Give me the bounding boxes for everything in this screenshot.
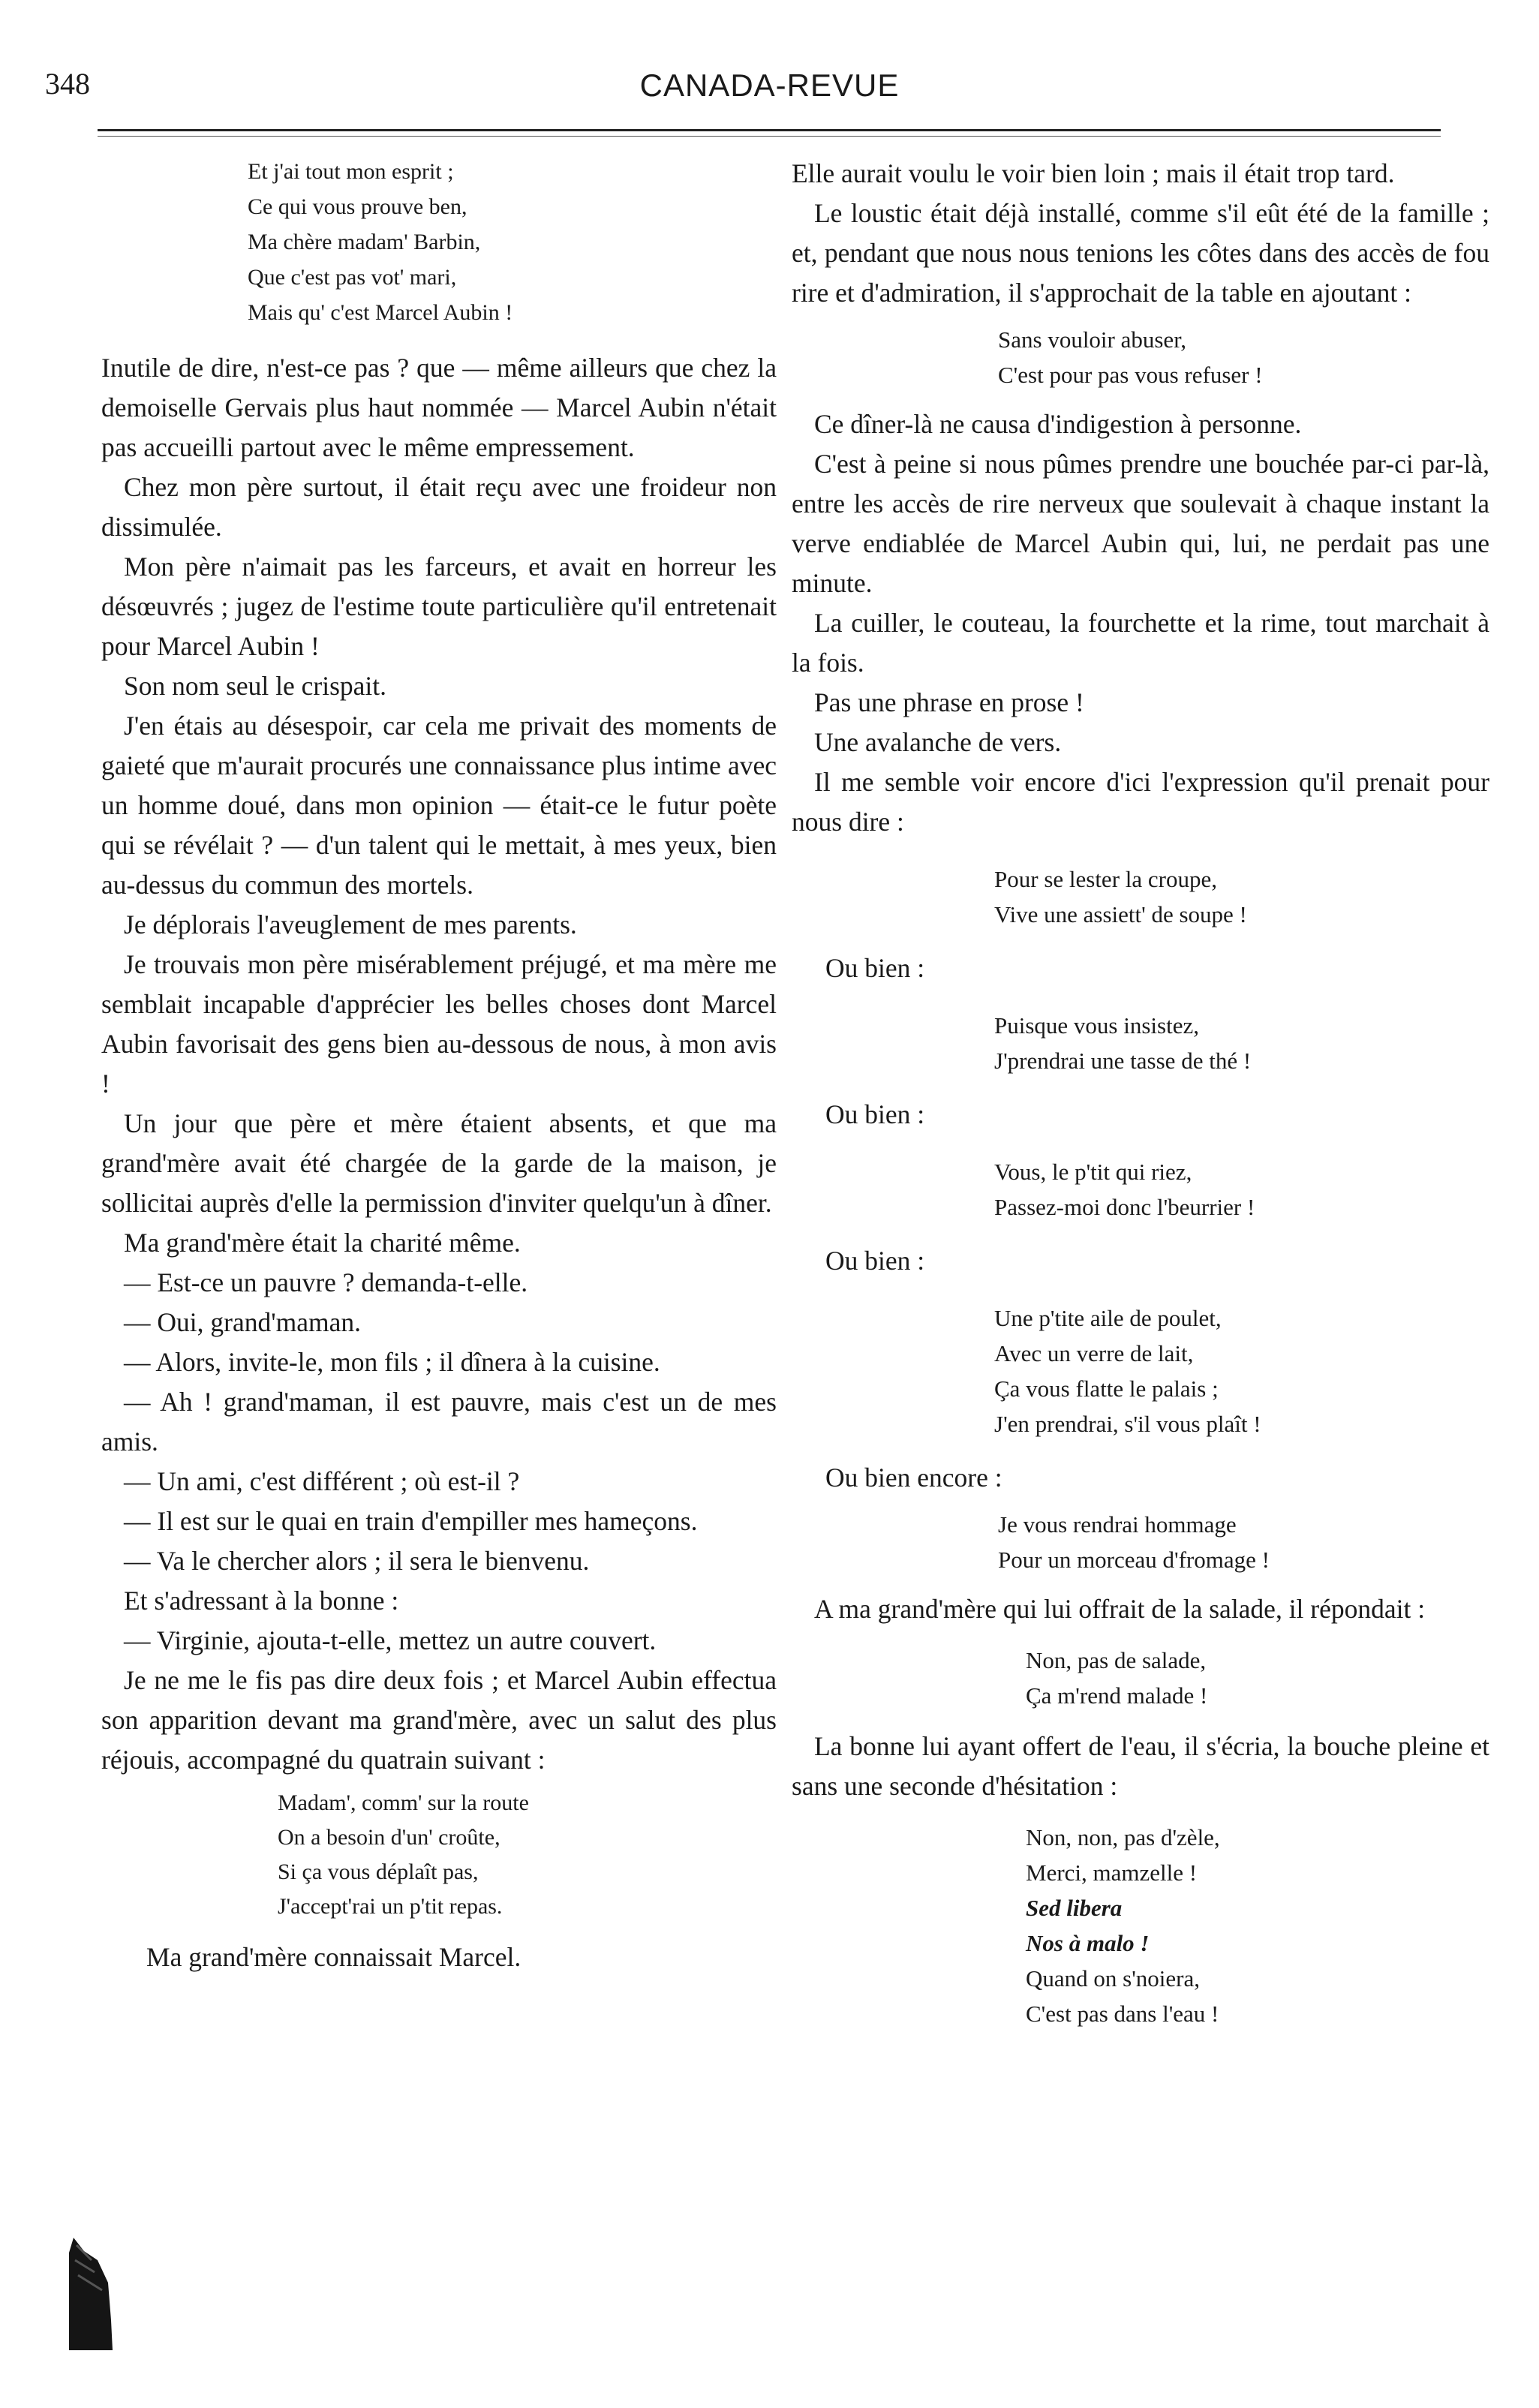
paragraph: Elle aurait voulu le voir bien loin ; mais il était trop tard. (792, 158, 1395, 188)
verse-line: Merci, mamzelle ! (1026, 1859, 1198, 1886)
verse-line: Mais qu' c'est Marcel Aubin ! (248, 300, 513, 325)
left-column (101, 154, 777, 1977)
paragraph: Je ne me le fis pas dire deux fois ; et Marcel Aubin effectua son apparition devant ma grand'mère, avec un salut des plus réjouis, accompagné du quatrain suivant : (101, 1665, 777, 1775)
verse-line: Une p'tite aile de poulet, (994, 1305, 1222, 1331)
paragraph: Le loustic était déjà installé, comme s'il eût été de la famille ; et, pendant que nous nous tenions les côtes dans des accès de fou rire et d'admiration, il s'approchait de la table en ajoutant : (792, 198, 1489, 308)
paragraph: Il me semble voir encore d'ici l'expression qu'il prenait pour nous dire : (792, 767, 1489, 837)
paragraph: — Un ami, c'est différent ; où est-il ? (124, 1466, 520, 1496)
paragraph: Ce dîner-là ne causa d'indigestion à personne. (814, 409, 1302, 439)
verse-line: Nos à malo ! (1026, 1930, 1150, 1956)
verse-line: Quand on s'noiera, (1026, 1965, 1201, 1992)
verse-line: Sans vouloir abuser, (998, 326, 1187, 353)
page-number: 348 (45, 67, 90, 101)
paragraph: Une avalanche de vers. (814, 727, 1062, 757)
ou-bien-label: Ou bien : (825, 1246, 925, 1276)
verse-line: J'accept'rai un p'tit repas. (278, 1894, 503, 1919)
verse-block (248, 154, 777, 330)
paragraph: Et s'adressant à la bonne : (124, 1586, 399, 1616)
verse-block (994, 861, 1489, 932)
verse-line: C'est pas dans l'eau ! (1026, 2001, 1219, 2027)
verse-block (998, 322, 1489, 392)
paragraph: — Est-ce un pauvre ? demanda-t-elle. (124, 1267, 528, 1297)
paragraph: Chez mon père surtout, il était reçu avec une froideur non dissimulée. (101, 472, 777, 542)
verse-line: J'prendrai une tasse de thé ! (994, 1048, 1252, 1074)
verse-line: Puisque vous insistez, (994, 1012, 1199, 1039)
running-head: CANADA-REVUE (639, 68, 900, 103)
verse-line: Ce qui vous prouve ben, (248, 194, 467, 219)
paragraph: A ma grand'mère qui lui offrait de la salade, il répondait : (814, 1594, 1426, 1624)
verse-line: Que c'est pas vot' mari, (248, 265, 457, 290)
ou-bien-label: Ou bien : (825, 1099, 925, 1129)
paragraph: — Ah ! grand'maman, il est pauvre, mais c'est un de mes amis. (101, 1387, 777, 1457)
verse-block (994, 1154, 1489, 1225)
paragraph: — Virginie, ajouta-t-elle, mettez un autre couvert. (124, 1625, 657, 1655)
verse-block (994, 1300, 1489, 1441)
paragraph: Son nom seul le crispait. (124, 671, 387, 701)
verse-line: On a besoin d'un' croûte, (278, 1825, 500, 1850)
verse-line: Ça vous flatte le palais ; (994, 1375, 1219, 1402)
paragraph: Pas une phrase en prose ! (814, 687, 1084, 717)
paragraph: Je déplorais l'aveuglement de mes parents. (124, 909, 577, 939)
paragraph: La bonne lui ayant offert de l'eau, il s'écria, la bouche pleine et sans une seconde d'hésitation : (792, 1731, 1489, 1801)
verse-line: Vive une assiett' de soupe ! (994, 901, 1247, 927)
verse-line: Avec un verre de lait, (994, 1340, 1194, 1366)
verse-line: Madam', comm' sur la route (278, 1790, 529, 1815)
verse-block (1026, 1643, 1489, 1713)
paragraph: Un jour que père et mère étaient absents, et que ma grand'mère avait été chargée de la garde de la maison, je sollicitai auprès d'elle la permission d'inviter quelqu'un à dîner. (101, 1108, 777, 1218)
paragraph: — Alors, invite-le, mon fils ; il dînera à la cuisine. (124, 1347, 660, 1377)
right-column (792, 154, 1489, 2045)
verse-block (998, 1507, 1489, 1577)
paragraph: La cuiller, le couteau, la fourchette et la rime, tout marchait à la fois. (792, 608, 1489, 678)
paragraph: Je trouvais mon père misérablement préjugé, et ma mère me semblait incapable d'apprécier les belles choses dont Marcel Aubin favorisait des gens bien au-dessous de nous, à mon avis ! (101, 949, 777, 1099)
verse-line: Et j'ai tout mon esprit ; (248, 159, 454, 184)
verse-line: Pour un morceau d'fromage ! (998, 1547, 1270, 1573)
verse-block (994, 1008, 1489, 1078)
verse-line: C'est pour pas vous refuser ! (998, 362, 1263, 388)
paragraph: C'est à peine si nous pûmes prendre une bouchée par-ci par-là, entre les accès de rire nerveux que soulevait à chaque instant la verve endiablée de Marcel Aubin qui, lui, ne perdait pas une minute. (792, 449, 1489, 598)
verse-line: Si ça vous déplaît pas, (278, 1859, 479, 1884)
verse-block (278, 1786, 777, 1924)
header-rule-thin (98, 136, 1441, 137)
verse-line: J'en prendrai, s'il vous plaît ! (994, 1411, 1261, 1437)
paragraph: — Va le chercher alors ; il sera le bienvenu. (124, 1546, 590, 1576)
verse-line: Sed libera (1026, 1895, 1123, 1921)
verse-line: Non, pas de salade, (1026, 1647, 1207, 1673)
verse-block (1026, 1820, 1489, 2031)
ou-bien-encore-label: Ou bien encore : (825, 1463, 1002, 1493)
header-rule (98, 129, 1441, 131)
paragraph-last: Ma grand'mère connaissait Marcel. (146, 1942, 522, 1972)
verse-line: Non, non, pas d'zèle, (1026, 1824, 1220, 1850)
paragraph: Ma grand'mère était la charité même. (124, 1228, 521, 1258)
verse-line: Je vous rendrai hommage (998, 1511, 1237, 1538)
paragraph: Inutile de dire, n'est-ce pas ? que — même ailleurs que chez la demoiselle Gervais plus haut nommée — Marcel Aubin n'était pas accueilli partout avec le même empressement. (101, 353, 777, 462)
verse-line: Ma chère madam' Barbin, (248, 230, 481, 254)
verse-line: Pour se lester la croupe, (994, 866, 1217, 892)
verse-line: Vous, le p'tit qui riez, (994, 1159, 1192, 1185)
ou-bien-label: Ou bien : (825, 953, 925, 983)
verse-line: Passez-moi donc l'beurrier ! (994, 1194, 1255, 1220)
paragraph: — Oui, grand'maman. (124, 1307, 361, 1337)
paragraph: — Il est sur le quai en train d'empiller mes hameçons. (124, 1506, 698, 1536)
paragraph: J'en étais au désespoir, car cela me privait des moments de gaieté que m'aurait procurés une connaissance plus intime avec un homme doué, dans mon opinion — était-ce le futur poète qui se révélait ? — d'un talent qui le mettait, à mes yeux, bien au-dessus du commun des mortels. (101, 711, 777, 900)
paragraph: Mon père n'aimait pas les farceurs, et avait en horreur les désœuvrés ; jugez de l'estime toute particulière qu'il entretenait pour Marcel Aubin ! (101, 552, 777, 661)
ornament-icon (69, 2238, 113, 2350)
verse-line: Ça m'rend malade ! (1026, 1682, 1208, 1709)
